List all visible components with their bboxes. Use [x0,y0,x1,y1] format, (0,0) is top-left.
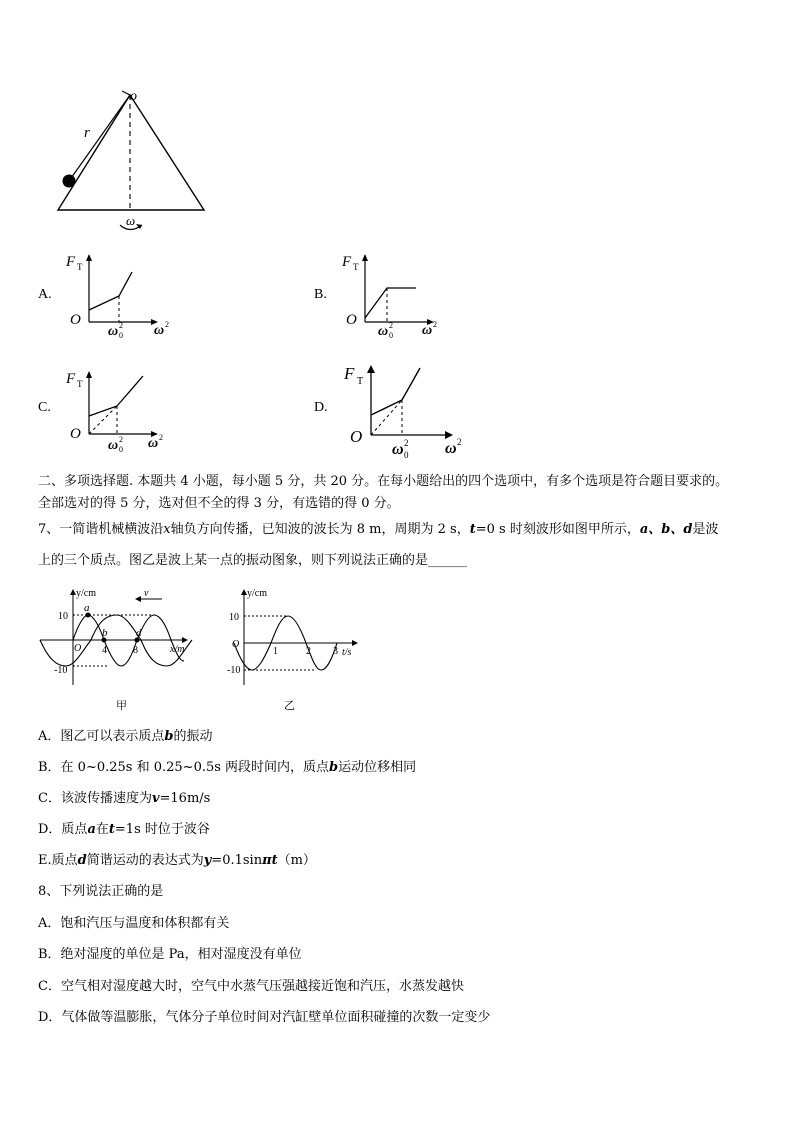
svg-text:v: v [144,588,149,599]
q8-option-a: A．饱和汽压与温度和体积都有关 [38,916,230,931]
caption-yi: 乙 [284,700,295,712]
svg-text:10: 10 [58,611,68,622]
svg-text:O: O [74,643,82,654]
svg-text:2: 2 [389,321,393,330]
svg-text:F: F [66,371,76,387]
svg-text:F: F [342,254,352,270]
svg-text:x/m: x/m [170,644,185,655]
cone-figure [50,85,220,235]
svg-text:y/cm: y/cm [76,588,96,599]
q7-option-a: A．图乙可以表示质点b的振动 [38,729,213,744]
svg-text:a: a [84,602,90,614]
graph-option-d [340,360,470,460]
svg-text:y/cm: y/cm [247,588,267,599]
q8-stem: 8、下列说法正确的是 [38,884,164,899]
svg-text:0: 0 [119,445,123,454]
string-line [69,95,130,181]
svg-text:2: 2 [159,433,163,442]
option-a-letter: A. [38,287,52,302]
svg-text:T: T [353,262,359,272]
section2-line1: 二、多项选择题. 本题共 4 小题，每小题 5 分，共 20 分。在每小题给出的四个选项中，有多个选项是符合题目要求的。 [38,474,729,489]
graph-option-a [62,248,182,338]
svg-text:2: 2 [306,646,311,657]
wave-graph-jia [36,585,201,715]
svg-text:4: 4 [102,645,107,656]
svg-text:2: 2 [404,438,409,448]
q7-option-b: B．在 0~0.25s 和 0.25~0.5s 两段时间内，质点b运动位移相同 [38,760,417,775]
graph-option-c [62,365,182,455]
svg-text:ω: ω [392,441,404,458]
graph-option-b [338,248,458,338]
svg-text:b: b [102,627,108,639]
svg-text:O: O [232,639,240,650]
svg-text:ω: ω [445,440,457,457]
q7-stem-line1: 7、一简谐机械横波沿x轴负方向传播，已知波的波长为 8 m，周期为 2 s，t=0 s 时刻波形如图甲所示，a、b、d是波 [38,522,719,537]
q8-option-c: C．空气相对湿度越大时，空气中水蒸气压强越接近饱和汽压，水蒸发越快 [38,979,464,994]
q7-option-d: D．质点a在t=1s 时位于波谷 [38,822,210,837]
ball [63,175,76,188]
q7-option-c: C．该波传播速度为v=16m/s [38,791,211,806]
svg-text:2: 2 [433,320,437,329]
caption-jia: 甲 [116,700,127,712]
option-b-letter: B. [314,287,327,302]
svg-text:3: 3 [333,646,338,657]
svg-text:8: 8 [133,645,138,656]
svg-text:T: T [77,262,83,272]
svg-text:O: O [70,426,81,442]
svg-text:ω: ω [108,324,119,338]
svg-text:ω: ω [108,438,119,453]
svg-text:2: 2 [119,321,123,330]
svg-text:10: 10 [229,612,239,623]
option-d-letter: D. [314,400,328,415]
label-o: o [130,89,137,104]
svg-text:-10: -10 [54,665,68,676]
svg-text:0: 0 [389,331,393,338]
svg-text:0: 0 [119,331,123,338]
q7-option-e: E.质点d简谐运动的表达式为y=0.1sinπt（m） [38,853,316,868]
svg-text:ω: ω [148,436,159,451]
q8-option-d: D．气体做等温膨胀，气体分子单位时间对汽缸壁单位面积碰撞的次数一定变少 [38,1010,491,1025]
cone-outline [58,95,204,210]
svg-text:1: 1 [273,646,278,657]
svg-text:O: O [346,312,357,328]
svg-text:2: 2 [119,435,123,444]
svg-text:T: T [77,379,83,389]
svg-text:F: F [344,364,355,383]
vibration-graph-yi [226,585,366,715]
svg-text:ω: ω [422,323,433,338]
label-omega: ω [126,213,136,228]
label-r: r [84,125,90,141]
svg-text:2: 2 [165,320,169,329]
svg-text:O: O [350,427,363,446]
q8-option-b: B．绝对湿度的单位是 Pa，相对湿度没有单位 [38,947,302,962]
svg-text:ω: ω [154,323,165,338]
svg-text:-10: -10 [227,665,241,676]
section2-line2: 全部选对的得 5 分，选对但不全的得 3 分，有选错的得 0 分。 [38,496,400,511]
svg-text:2: 2 [457,437,462,447]
q7-stem-line2: 上的三个质点。图乙是波上某一点的振动图象，则下列说法正确的是______ [38,553,468,568]
svg-text:0: 0 [404,450,409,460]
option-c-letter: C. [38,400,51,415]
svg-text:T: T [357,376,364,387]
svg-text:ω: ω [378,324,389,338]
svg-text:d: d [136,627,142,639]
svg-text:F: F [66,254,76,270]
svg-text:t/s: t/s [342,647,352,658]
svg-text:O: O [70,312,81,328]
